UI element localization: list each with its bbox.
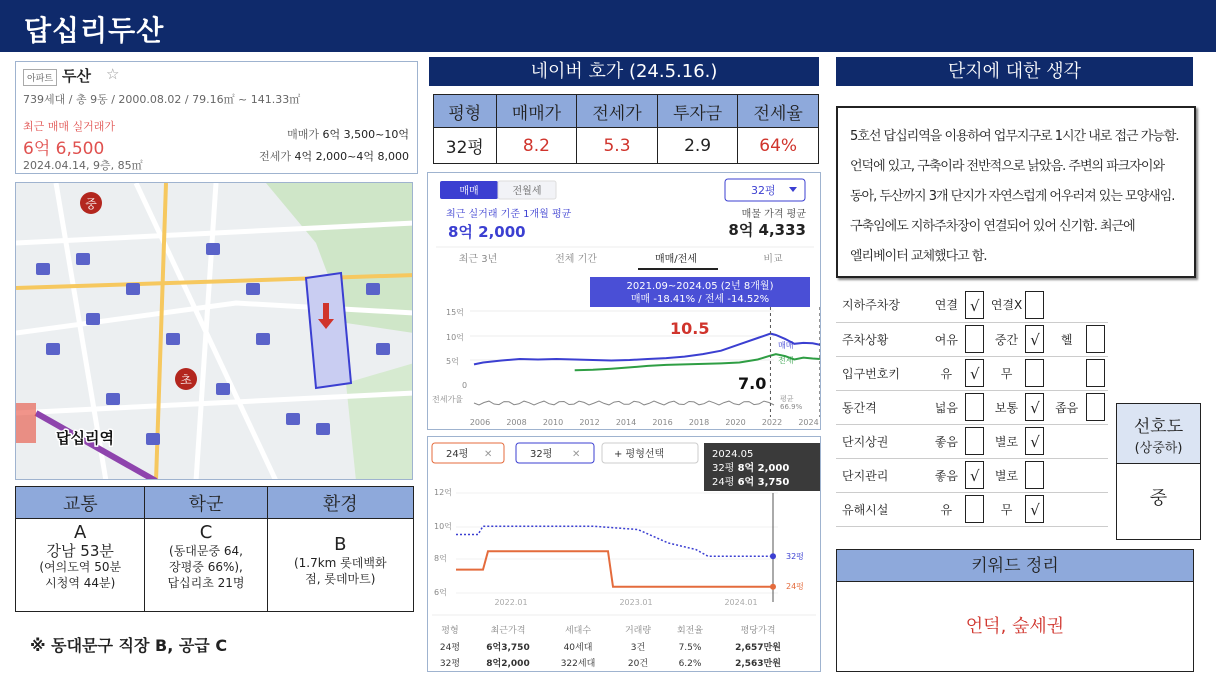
listing-card[interactable] <box>15 61 418 174</box>
complex-meta: 739세대 / 총 9동 / 2000.08.02 / 79.16㎡ ~ 141.33㎡ <box>23 93 301 106</box>
school-detail: (동대문중 64, 장평중 66%), 답십리초 21명 <box>167 544 245 590</box>
naver-section-title: 네이버 호가 (24.5.16.) <box>429 57 819 86</box>
option-label: 무 <box>988 492 1026 526</box>
transport-detail: (여의도역 50분 시청역 44분) <box>39 560 122 590</box>
price-trend-chart <box>428 173 820 429</box>
x-tick: 2022 <box>761 418 783 427</box>
type-badge: 아파트 <box>23 69 57 86</box>
option-checkbox[interactable]: √ <box>1025 393 1044 421</box>
tab-lease-label: 전월세 <box>512 186 542 197</box>
size-compare-chart <box>428 437 820 671</box>
map-view[interactable] <box>15 182 413 480</box>
col-school: 학군 <box>145 487 267 519</box>
option-label: 연결X <box>988 288 1026 322</box>
y-tick: 0 <box>462 381 468 390</box>
legend-ratio-value: 66.9% <box>780 403 803 411</box>
legend-32: 32평 <box>786 552 804 561</box>
col-investment: 투자금 <box>657 95 738 128</box>
option-label: 중간 <box>988 322 1026 356</box>
period-tab-sale-lease[interactable]: 매매/전세 <box>654 254 698 265</box>
opinion-text: 5호선 답십리역을 이용하여 업무지구로 1시간 내로 접근 가능함. 언덕에 있고, 구축이라 전반적으로 낡았음. 주변의 파크자이와 동아, 두산까지 3개 단지가 자연스럽게 어우러져 있는 모양새임. 구축임에도 지하주차장이 연결되어 있어 신기함. 최근에 엘리베이터 교체했다고 함. <box>836 106 1196 278</box>
sale-value: 8.2 <box>496 128 577 164</box>
range-tooltip-period: 2021.09~2024.05 (2년 8개월) <box>626 281 774 292</box>
close-icon[interactable]: ✕ <box>484 449 493 460</box>
summary-header: 평형 <box>441 626 459 636</box>
tab-sale-label: 매매 <box>459 186 479 197</box>
env-grade: B <box>334 534 347 555</box>
sale-range: 매매가 6억 3,500~10억 <box>287 128 409 141</box>
y-tick: 15억 <box>446 308 464 317</box>
option-checkbox[interactable]: √ <box>1025 325 1044 353</box>
summary-cell: 20건 <box>627 659 649 669</box>
summary-cell: 32평 <box>439 659 461 669</box>
preference-value: 중 <box>1149 488 1168 509</box>
option-checkbox[interactable]: √ <box>965 461 984 489</box>
summary-header: 세대수 <box>564 626 592 636</box>
y-axis <box>446 307 467 390</box>
option-label: 좋음 <box>927 424 965 458</box>
checklist-row <box>836 288 1108 322</box>
col-sale: 매매가 <box>496 95 577 128</box>
option-checkbox[interactable] <box>1086 359 1105 387</box>
option-checkbox[interactable]: √ <box>965 359 984 387</box>
preference-header <box>1117 404 1200 464</box>
env-detail: (1.7km 롯데백화 점, 롯데마트) <box>293 556 387 586</box>
tooltip-date: 2024.05 <box>712 449 754 460</box>
opinion-section-title: 단지에 대한 생각 <box>836 57 1193 86</box>
y-tick: 10억 <box>434 522 452 531</box>
y-tick: 6억 <box>434 588 447 597</box>
option-label: 넓음 <box>927 390 965 424</box>
size-select-label: 32평 <box>751 184 776 197</box>
x-tick: 2006 <box>469 418 491 427</box>
transport-main: 강남 53분 <box>46 542 114 560</box>
station-label: 답십리역 <box>56 429 114 447</box>
favorite-star-icon[interactable]: ☆ <box>106 65 120 83</box>
option-checkbox[interactable]: √ <box>965 291 984 319</box>
chip-32[interactable] <box>516 443 594 463</box>
page-title: 답십리두산 <box>24 14 165 47</box>
complex-name: 두산 <box>62 67 91 85</box>
lease-range: 전세가 4억 2,000~4억 8,000 <box>259 150 409 163</box>
period-tab-3y[interactable]: 최근 3년 <box>458 254 498 265</box>
checklist-label: 입구번호키 <box>836 356 927 390</box>
col-environment: 환경 <box>267 487 413 519</box>
size-compare-panel <box>427 436 821 672</box>
checklist-row <box>836 424 1108 458</box>
elementary-school-label: 초 <box>180 373 192 387</box>
option-checkbox[interactable]: √ <box>1025 427 1044 455</box>
x-axis <box>470 418 819 427</box>
price-trend-panel <box>427 172 821 430</box>
x-tick: 2018 <box>688 418 710 427</box>
summary-cell: 2,563만원 <box>735 659 781 669</box>
col-lease-ratio: 전세율 <box>738 95 819 128</box>
option-checkbox[interactable] <box>1025 291 1044 319</box>
preference-box <box>1116 403 1201 540</box>
annotation-low: 7.0 <box>738 374 767 393</box>
x-tick: 2012 <box>579 418 600 427</box>
x-tick: 2024.01 <box>724 598 758 607</box>
y-tick: 10억 <box>446 333 464 342</box>
x-tick: 2023.01 <box>619 598 653 607</box>
option-checkbox[interactable] <box>1025 461 1044 489</box>
recent-price-label: 최근 매매 실거래가 <box>23 120 116 133</box>
checklist-label: 동간격 <box>836 390 927 424</box>
option-checkbox[interactable] <box>965 325 984 353</box>
checklist-label: 주차상황 <box>836 322 927 356</box>
option-checkbox[interactable] <box>1025 359 1044 387</box>
middle-school-label: 중 <box>85 197 97 211</box>
point-24 <box>770 584 776 590</box>
size-summary-table <box>432 615 816 669</box>
listing-avg-label: 매물 가격 평균 <box>741 209 806 220</box>
option-label: 보통 <box>988 390 1026 424</box>
note: ※ 동대문구 직장 B, 공급 C <box>30 636 228 655</box>
checklist-row <box>836 356 1108 390</box>
x-tick: 2022.01 <box>494 598 528 607</box>
y-tick: 8억 <box>434 554 447 563</box>
add-size-label: + 평형선택 <box>614 449 665 460</box>
summary-header: 회전율 <box>676 626 704 636</box>
checklist-label: 유해시설 <box>836 492 927 526</box>
checklist-label: 지하주차장 <box>836 288 927 322</box>
option-checkbox[interactable] <box>1086 393 1105 421</box>
option-checkbox[interactable] <box>965 427 984 455</box>
legend-24: 24평 <box>786 582 804 591</box>
checklist-row <box>836 390 1108 424</box>
x-tick: 2010 <box>542 418 564 427</box>
summary-header: 거래량 <box>624 626 652 636</box>
school-grade: C <box>199 522 213 543</box>
score-table <box>15 486 414 612</box>
col-lease: 전세가 <box>577 95 658 128</box>
lease-ratio-value: 64% <box>738 128 819 164</box>
checklist <box>836 288 1108 527</box>
x-tick: 2020 <box>725 418 746 427</box>
tooltip-24: 24평 6억 3,750 <box>712 477 790 488</box>
summary-cell: 24평 <box>439 643 461 653</box>
summary-cell: 322세대 <box>560 659 596 669</box>
option-label: 별로 <box>988 424 1026 458</box>
recent-date: 2024.04.14, 9층, 85㎡ <box>23 159 143 172</box>
option-label: 유 <box>927 492 965 526</box>
series-lease-ratio <box>474 401 774 405</box>
chip-24-label: 24평 <box>446 449 469 460</box>
x-tick: 2008 <box>506 418 527 427</box>
y-tick: 5억 <box>446 357 459 366</box>
school-cell <box>145 519 267 612</box>
summary-cell: 3건 <box>630 643 646 653</box>
checklist-row <box>836 322 1108 356</box>
checklist-row <box>836 458 1108 492</box>
option-checkbox[interactable] <box>965 393 984 421</box>
preference-sub: (상중하) <box>1134 441 1183 456</box>
option-label: 헬 <box>1048 322 1086 356</box>
recent-price: 6억 6,500 <box>23 139 105 159</box>
transport-cell <box>16 519 145 612</box>
x-tick: 2016 <box>652 418 673 427</box>
keyword-title: 키워드 정리 <box>837 550 1193 582</box>
option-checkbox[interactable] <box>1086 325 1105 353</box>
title-bar <box>0 0 1216 52</box>
legend-ratio-label: 평균 <box>780 395 794 403</box>
investment-value: 2.9 <box>657 128 738 164</box>
x-tick: 2024 <box>798 418 819 427</box>
annotation-high: 10.5 <box>670 319 710 338</box>
summary-cell: 7.5% <box>678 643 702 653</box>
ratio-label: 전세가율 <box>432 395 463 404</box>
y-tick: 12억 <box>434 488 452 497</box>
tooltip-32: 32평 8억 2,000 <box>712 463 790 474</box>
x-tick: 2014 <box>615 418 637 427</box>
map-canvas <box>16 183 413 480</box>
option-label: 유 <box>927 356 965 390</box>
chip-32-label: 32평 <box>530 449 553 460</box>
summary-cell: 2,657만원 <box>735 643 781 653</box>
option-label: 무 <box>988 356 1026 390</box>
option-label: 좁음 <box>1048 390 1086 424</box>
option-label: 좋음 <box>927 458 965 492</box>
option-checkbox[interactable] <box>965 495 984 523</box>
option-checkbox[interactable]: √ <box>1025 495 1044 523</box>
period-tab-compare[interactable]: 비교 <box>763 254 783 265</box>
range-tooltip-change: 매매 -18.41% / 전세 -14.52% <box>630 294 770 305</box>
checklist-row <box>836 492 1108 526</box>
keyword-box <box>836 549 1194 672</box>
summary-cell: 6.2% <box>678 659 702 669</box>
preference-title: 선호도 <box>1133 417 1184 437</box>
option-label: 여유 <box>927 322 965 356</box>
keyword-value: 언덕, 숲세권 <box>965 616 1065 637</box>
y-axis <box>434 487 452 597</box>
summary-header: 평당가격 <box>740 626 776 636</box>
env-cell <box>267 519 413 612</box>
option-label: 별로 <box>988 458 1026 492</box>
asking-price-table <box>433 94 819 164</box>
point-32 <box>770 553 776 559</box>
close-icon[interactable]: ✕ <box>572 449 581 460</box>
legend-lease: 전세 <box>778 356 794 365</box>
summary-header: 최근가격 <box>490 626 526 636</box>
summary-cell: 6억3,750 <box>486 643 530 653</box>
size-value: 32평 <box>434 128 497 164</box>
summary-cell: 8억2,000 <box>486 659 530 669</box>
avg-value: 8억 2,000 <box>448 223 526 241</box>
col-size: 평형 <box>434 95 497 128</box>
series-24 <box>456 551 773 586</box>
period-tab-all[interactable]: 전체 기간 <box>555 254 597 265</box>
legend-sale: 매매 <box>778 341 794 350</box>
checklist-label: 단지관리 <box>836 458 927 492</box>
col-transport: 교통 <box>16 487 145 519</box>
checklist-label: 단지상권 <box>836 424 927 458</box>
transport-grade: A <box>74 522 87 543</box>
summary-cell: 40세대 <box>563 643 593 653</box>
option-label: 연결 <box>927 288 965 322</box>
avg-label: 최근 실거래 기준 1개월 평균 <box>446 209 572 220</box>
listing-avg-value: 8억 4,333 <box>728 221 806 239</box>
lease-value: 5.3 <box>577 128 658 164</box>
